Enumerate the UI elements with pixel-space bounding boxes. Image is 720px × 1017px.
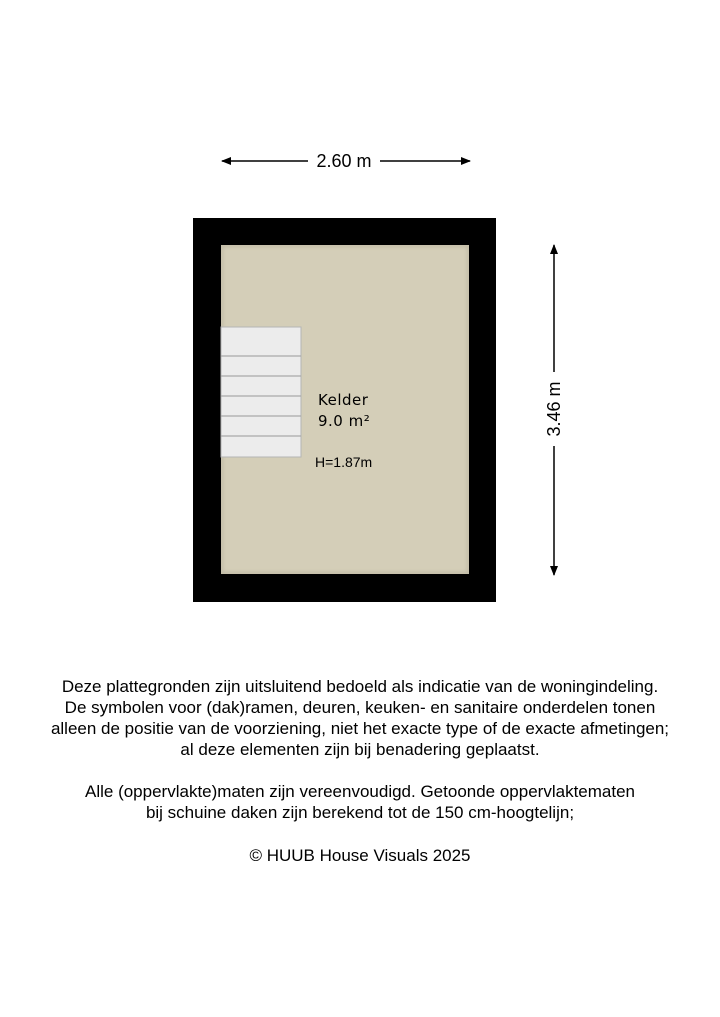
width-dimension-label: 2.60 m <box>316 151 372 171</box>
disclaimer-line: Alle (oppervlakte)maten zijn vereenvoudigd. Getoonde oppervlaktematen <box>85 782 635 801</box>
room-area: 9.0 m² <box>318 412 371 430</box>
height-dimension <box>544 245 564 575</box>
disclaimer-line: De symbolen voor (dak)ramen, deuren, keuken- en sanitaire onderdelen tonen <box>64 698 656 717</box>
disclaimer-paragraph-2 <box>0 781 720 823</box>
copyright-notice: © HUUB House Visuals 2025 <box>249 846 471 865</box>
width-dimension <box>222 151 470 171</box>
disclaimer-line: Deze plattegronden zijn uitsluitend bedoeld als indicatie van de woningindeling. <box>61 677 659 696</box>
room-name: Kelder <box>318 391 369 409</box>
staircase <box>221 327 301 457</box>
disclaimer-line: bij schuine daken zijn berekend tot de 150 cm-hoogtelijn; <box>145 803 575 822</box>
room-ceiling-height: H=1.87m <box>315 454 373 470</box>
disclaimer-paragraph-1 <box>0 676 720 760</box>
stair-body <box>221 327 301 457</box>
disclaimer-line: al deze elementen zijn bij benadering geplaatst. <box>180 740 540 759</box>
disclaimer-line: alleen de positie van de voorziening, niet het exacte type of de exacte afmetingen; <box>50 719 670 738</box>
height-dimension-label: 3.46 m <box>544 381 564 437</box>
